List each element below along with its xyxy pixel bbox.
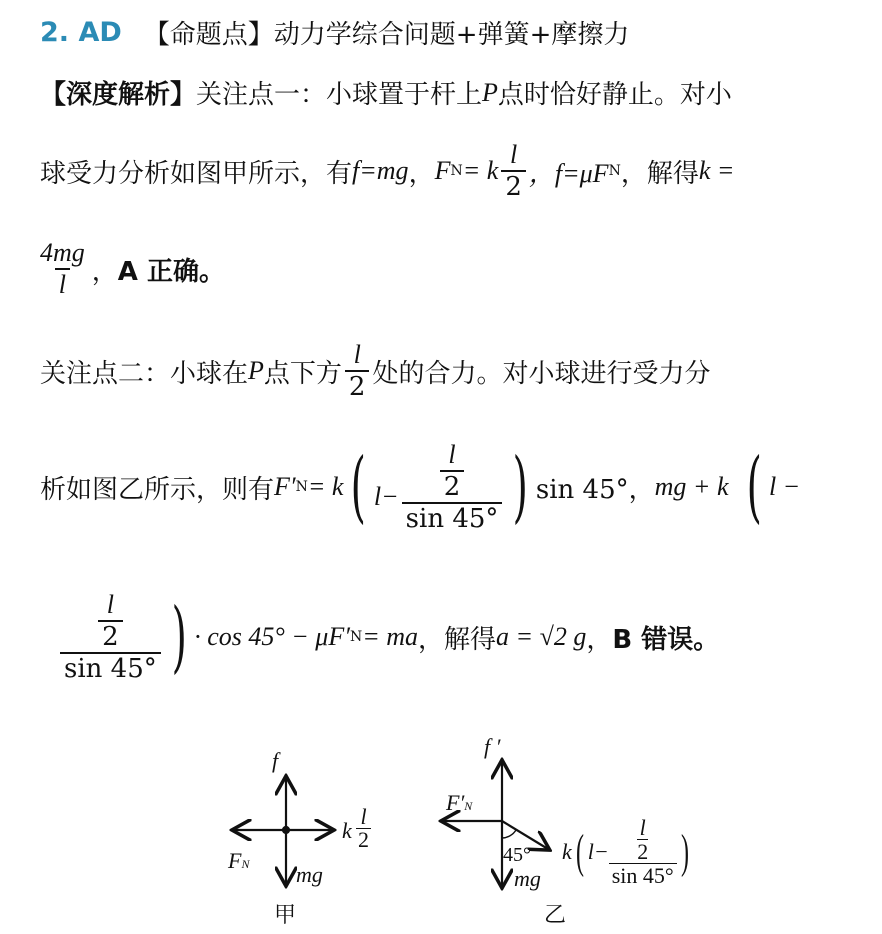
denominator: 2: [98, 620, 123, 652]
text: 关注点二：小球在: [40, 358, 249, 389]
symbol: F: [228, 848, 242, 873]
equation: · cos 45° − μF′: [194, 622, 350, 651]
right-paren: ): [513, 442, 529, 532]
symbol: F′: [446, 790, 465, 815]
label-f-prime: f ′: [484, 734, 501, 759]
text: 球受力分析如图甲所示，有: [40, 158, 353, 189]
topic-label: 动力学综合问题+弹簧+摩擦力: [273, 20, 630, 50]
conclusion-b: B 错误。: [612, 624, 720, 655]
equation: = k: [462, 156, 499, 185]
equation: F: [434, 156, 451, 185]
label-angle: 45°: [503, 844, 531, 866]
text: ，解得: [418, 624, 497, 655]
fraction: [609, 816, 677, 887]
equation: F′: [274, 472, 296, 501]
right-paren: ): [680, 824, 689, 878]
text: 点时恰好静止。对小: [497, 80, 732, 110]
equation: l −: [768, 472, 801, 501]
label-fn-prime: [446, 790, 472, 816]
angle-arc: [502, 830, 516, 838]
text: ，: [586, 624, 613, 655]
numerator: l: [353, 340, 361, 369]
subscript: N: [450, 163, 463, 179]
analysis-tag: 【深度解析】: [40, 80, 197, 110]
numerator: 4mg: [40, 238, 85, 267]
label-mg: mg: [296, 862, 323, 887]
label-f: f: [272, 748, 279, 773]
subscript: N: [608, 163, 621, 179]
equation: f=mg: [352, 156, 409, 185]
point-p: P: [248, 356, 264, 385]
right-paren: ): [171, 592, 187, 682]
subscript: N: [295, 479, 308, 495]
answer-number: 2. AD: [40, 17, 122, 48]
subscript: N: [241, 857, 250, 871]
numerator: l: [448, 440, 456, 469]
label-fn: [228, 848, 249, 874]
tag-label: 【命题点】: [143, 20, 274, 50]
left-paren: (: [351, 442, 367, 532]
numerator: l: [360, 804, 367, 829]
numerator: l: [509, 140, 518, 169]
label-mg: mg: [514, 866, 541, 891]
equation: l−: [373, 482, 399, 511]
caption-yi: 乙: [544, 902, 567, 927]
label-k: k: [342, 818, 352, 843]
denominator: sin 45°: [402, 502, 503, 534]
symbol: k: [562, 838, 572, 864]
point-p: P: [482, 77, 498, 107]
equation: = ma: [362, 622, 419, 651]
denominator: 2: [637, 839, 649, 865]
label-l-over-2: [356, 806, 371, 851]
ball-point: [283, 827, 289, 833]
denominator: sin 45°: [60, 652, 161, 684]
equation: a = √2 g: [496, 622, 587, 651]
equation: k =: [698, 156, 735, 185]
left-paren: (: [575, 824, 584, 878]
numerator: l: [639, 815, 646, 840]
denominator: 2: [440, 470, 465, 502]
numerator: l: [106, 590, 114, 619]
text: ，解得: [620, 158, 699, 189]
left-paren: (: [746, 442, 762, 532]
denominator: 2: [501, 170, 526, 202]
equation: sin 45°，: [535, 474, 655, 505]
text: 析如图乙所示，则有: [40, 474, 275, 505]
label-spring-force: [562, 816, 693, 887]
denominator: l: [55, 268, 70, 300]
text: 点下方: [263, 358, 342, 389]
caption-jia: 甲: [274, 902, 297, 927]
denominator: sin 45°: [609, 863, 677, 887]
text: ，: [408, 158, 435, 189]
equation: mg + k: [654, 472, 729, 501]
subscript: N: [464, 799, 473, 813]
denominator: 2: [345, 370, 370, 402]
equation: ，f=μF: [528, 158, 609, 188]
conclusion-a: A 正确。: [117, 256, 225, 287]
subscript: N: [349, 629, 363, 645]
text: 处的合力。对小球进行受力分: [372, 358, 711, 389]
text: 关注点一：小球置于杆上: [196, 80, 483, 110]
text: ，: [91, 256, 118, 287]
equation: = k: [307, 472, 344, 501]
symbol: l−: [587, 838, 609, 864]
denominator: 2: [358, 827, 369, 852]
